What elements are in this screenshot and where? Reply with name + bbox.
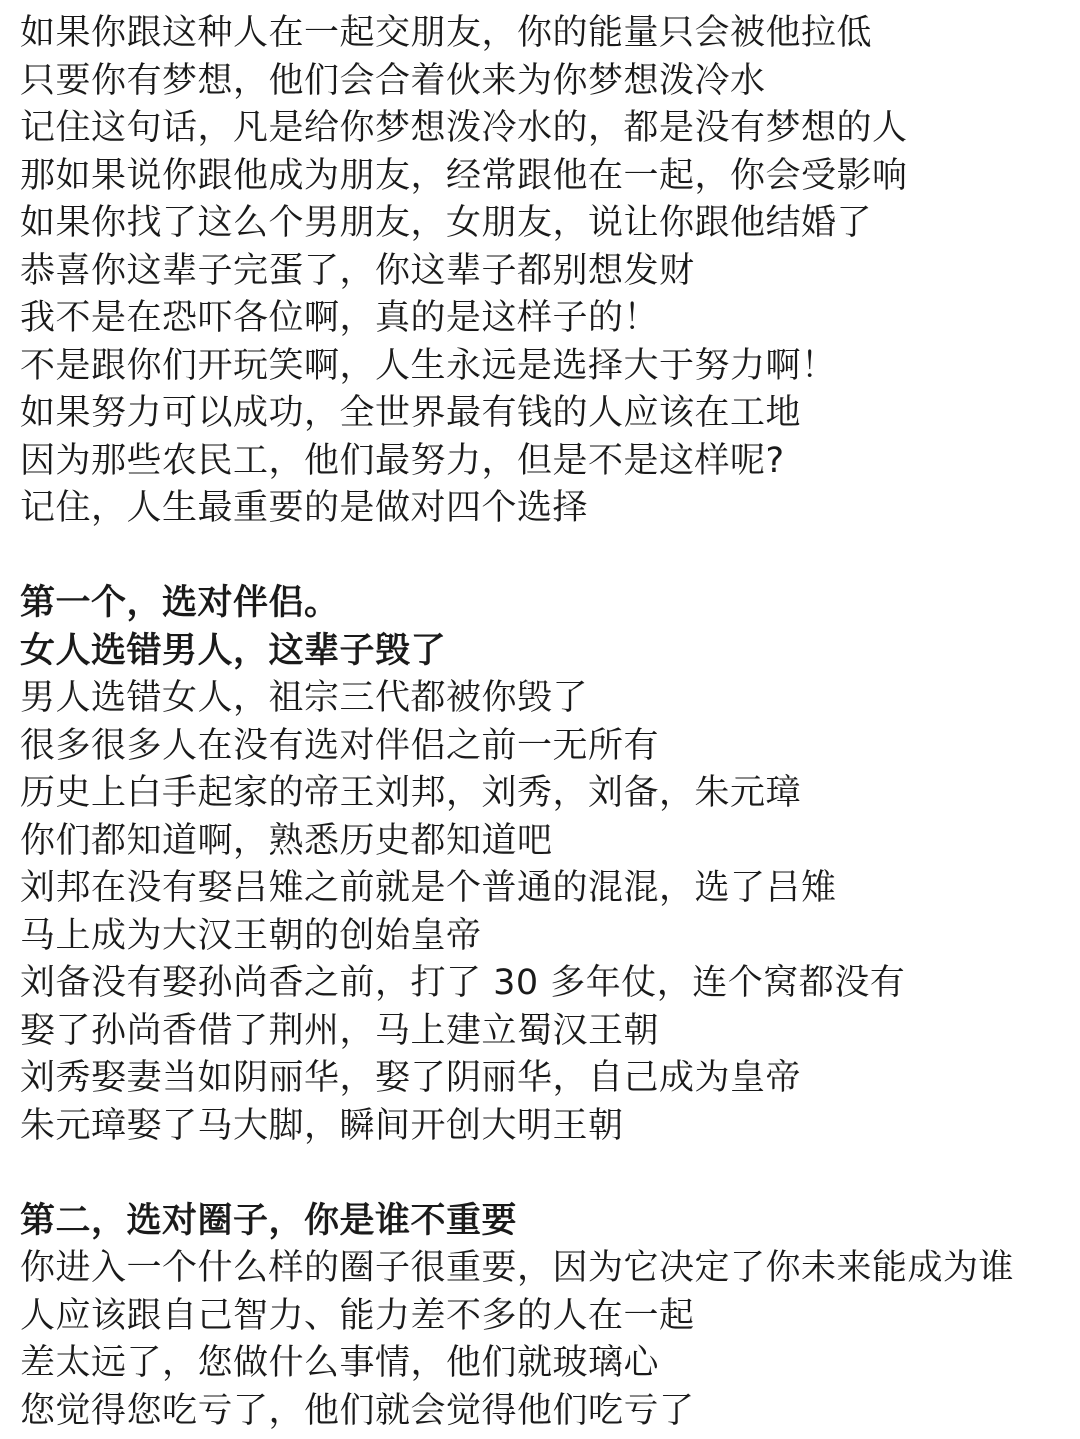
text-line: 那如果说你跟他成为朋友，经常跟他在一起，你会受影响 [20,155,908,196]
text-line: 你进入一个什么样的圈子很重要，因为它决定了你未来能成为谁 [20,1248,1015,1288]
text-line: 如果你跟这种人在一起交朋友，你的能量只会被他拉低 [20,13,873,53]
text-line: 不是跟你们开玩笑啊，人生永远是选择大于努力啊！ [20,345,837,386]
text-line: 男人选错女人，祖宗三代都被你毁了 [20,678,589,718]
text-line: 朱元璋娶了马大脚，瞬间开创大明王朝 [20,1105,624,1146]
text-line: 我不是在恐吓各位啊，真的是这样子的！ [20,298,660,338]
text-line: 差太远了，您做什么事情，他们就玻璃心 [20,1343,660,1383]
text-line: 只要你有梦想，他们会合着伙来为你梦想泼冷水 [20,60,766,101]
text-line: 刘备没有娶孙尚香之前，打了 30 多年仗，连个窝都没有 [20,963,906,1003]
text-line: 记住，人生最重要的是做对四个选择 [20,488,589,528]
article-body [20,10,1070,1435]
text-line: 记住这句话，凡是给你梦想泼冷水的，都是没有梦想的人 [20,108,908,148]
text-line: 历史上白手起家的帝王刘邦，刘秀，刘备，朱元璋 [20,773,802,813]
paragraph-gap [20,1150,1070,1198]
text-line: 人应该跟自己智力、能力差不多的人在一起 [20,1295,695,1336]
paragraph-gap [20,533,1070,581]
text-line: 你们都知道啊，熟悉历史都知道吧 [20,820,553,861]
section-subheading: 女人选错男人，这辈子毁了 [20,630,447,671]
text-line: 很多很多人在没有选对伴侣之前一无所有 [20,725,660,766]
text-line: 您觉得您吃亏了，他们就会觉得他们吃亏了 [20,1390,695,1431]
text-line: 恭喜你这辈子完蛋了，你这辈子都别想发财 [20,250,695,291]
section-heading: 第一个，选对伴侣。 [20,583,340,623]
text-line: 马上成为大汉王朝的创始皇帝 [20,915,482,956]
text-line: 刘邦在没有娶吕雉之前就是个普通的混混，选了吕雉 [20,868,837,908]
text-line: 因为那些农民工，他们最努力，但是不是这样呢? [20,440,785,481]
text-line: 娶了孙尚香借了荆州，马上建立蜀汉王朝 [20,1010,660,1051]
text-line: 刘秀娶妻当如阴丽华，娶了阴丽华，自己成为皇帝 [20,1058,802,1098]
text-line: 如果努力可以成功，全世界最有钱的人应该在工地 [20,393,802,433]
section-heading: 第二，选对圈子，你是谁不重要 [20,1200,518,1241]
text-line: 如果你找了这么个男朋友，女朋友，说让你跟他结婚了 [20,203,873,243]
